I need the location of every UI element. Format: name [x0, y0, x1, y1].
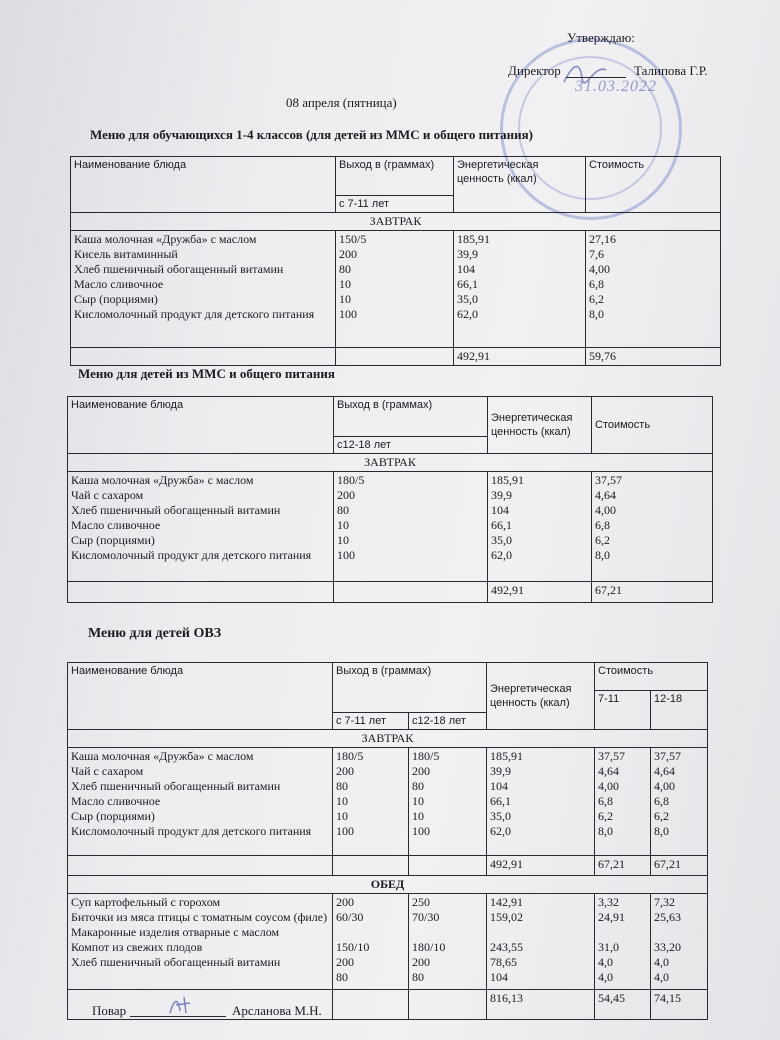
- menu3-header-yield: Выход в (граммах): [333, 663, 487, 713]
- value: 6,8: [589, 277, 604, 291]
- value: 6,8: [598, 794, 613, 808]
- menu1-header-yield: Выход в (граммах): [336, 157, 454, 196]
- menu3-lunch-total-energy: 816,13: [487, 990, 595, 1020]
- menu3-title: Меню для детей ОВЗ: [88, 626, 222, 641]
- list-item: Кисель витаминный: [74, 247, 178, 261]
- value: 100: [339, 307, 357, 321]
- value: 4,00: [654, 779, 675, 793]
- cook-name: Арсланова М.Н.: [232, 1003, 322, 1018]
- menu2-table: [67, 396, 713, 603]
- list-item: Кисломолочный продукт для детского питания: [71, 824, 312, 838]
- value: 25,63: [654, 910, 681, 924]
- menu1-header-energy: Энергетическая ценность (ккал): [454, 157, 586, 213]
- value: 185,91: [490, 749, 523, 763]
- list-item: Каша молочная «Дружба» с маслом: [71, 749, 254, 763]
- value: 66,1: [457, 277, 478, 291]
- menu1-age: с 7-11 лет: [336, 196, 454, 213]
- signature-line: [566, 77, 626, 78]
- value: [412, 925, 483, 940]
- value: 39,9: [457, 247, 478, 261]
- value: 35,0: [491, 533, 512, 547]
- menu2-age: с12-18 лет: [334, 437, 488, 454]
- menu2-title: Меню для детей из ММС и общего питания: [78, 366, 335, 381]
- menu3-lunch-items: [68, 894, 333, 990]
- menu2-yield: [334, 472, 488, 582]
- value: 80: [412, 779, 424, 793]
- value: 66,1: [491, 518, 512, 532]
- menu3-age-12-18: с12-18 лет: [409, 713, 487, 730]
- value: 10: [337, 518, 349, 532]
- menu1-total-empty: [336, 348, 454, 366]
- list-item: Хлеб пшеничный обогащенный витамин: [71, 503, 281, 517]
- value: 10: [339, 277, 351, 291]
- menu2-total-energy: 492,91: [488, 582, 592, 603]
- value: 35,0: [457, 292, 478, 306]
- list-item: Каша молочная «Дружба» с маслом: [74, 232, 257, 246]
- menu3-header-energy: Энергетическая ценность (ккал): [487, 663, 595, 730]
- value: 31,0: [598, 940, 619, 954]
- value: 10: [337, 533, 349, 547]
- value: 159,02: [490, 910, 523, 924]
- menu2-total-empty: [68, 582, 334, 603]
- menu1-yield: [336, 231, 454, 348]
- menu2-total-cost: 67,21: [592, 582, 713, 603]
- menu3-breakfast-total-cost1: 67,21: [595, 856, 651, 876]
- value: 10: [336, 794, 348, 808]
- list-item: Макаронные изделия отварные с маслом: [71, 925, 280, 939]
- menu3-lunch-cost1: [595, 894, 651, 990]
- menu3-lunch-total-cost1: 54,45: [595, 990, 651, 1020]
- menu3-lunch-total-empty: [409, 990, 487, 1020]
- list-item: Хлеб пшеничный обогащенный витамин: [71, 955, 281, 969]
- menu1-table: [70, 156, 721, 366]
- menu1-header-name: Наименование блюда: [71, 157, 336, 213]
- value: 200: [412, 764, 430, 778]
- value: [490, 925, 591, 940]
- list-item: Масло сливочное: [71, 794, 161, 808]
- cook-signature-icon: [166, 993, 196, 1017]
- menu3-section-breakfast: ЗАВТРАК: [68, 730, 708, 748]
- value: 6,8: [595, 518, 610, 532]
- menu1-total-cost: 59,76: [586, 348, 721, 366]
- value: 200: [337, 488, 355, 502]
- value: 35,0: [490, 809, 511, 823]
- menu1-section-breakfast: ЗАВТРАК: [71, 213, 721, 231]
- value: 7,32: [654, 895, 675, 909]
- value: 24,91: [598, 910, 625, 924]
- value: 37,57: [595, 473, 622, 487]
- list-item: Суп картофельный с горохом: [71, 895, 221, 909]
- menu1-total-empty: [71, 348, 336, 366]
- value: 4,64: [595, 488, 616, 502]
- value: 37,57: [654, 749, 681, 763]
- value: 104: [490, 970, 508, 984]
- value: 39,9: [490, 764, 511, 778]
- value: [336, 925, 405, 940]
- value: 27,16: [589, 232, 616, 246]
- menu3-breakfast-total-empty: [68, 856, 333, 876]
- value: 8,0: [654, 824, 669, 838]
- menu2-header-name: Наименование блюда: [68, 397, 334, 454]
- value: 250: [412, 895, 430, 909]
- menu3-breakfast-total-empty: [333, 856, 409, 876]
- menu3-breakfast-total-energy: 492,91: [487, 856, 595, 876]
- list-item: Кисломолочный продукт для детского питания: [71, 548, 312, 562]
- value: 62,0: [491, 548, 512, 562]
- menu3-cost-col-12-18: 12-18: [651, 691, 708, 730]
- value: 180/5: [412, 749, 440, 763]
- menu3-header-name: Наименование блюда: [68, 663, 333, 730]
- value: 33,20: [654, 940, 681, 954]
- value: 243,55: [490, 940, 523, 954]
- menu3-table: [67, 662, 708, 1020]
- list-item: Сыр (порциями): [71, 533, 155, 547]
- value: 4,0: [654, 955, 669, 969]
- menu3-breakfast-energy: [487, 748, 595, 856]
- menu2-cost: [592, 472, 713, 582]
- value: 80: [339, 262, 351, 276]
- value: 60/30: [336, 910, 364, 924]
- menu2-items: [68, 472, 334, 582]
- value: 8,0: [595, 548, 610, 562]
- value: 66,1: [490, 794, 511, 808]
- menu3-lunch-total-empty: [333, 990, 409, 1020]
- value: 6,2: [589, 292, 604, 306]
- value: 150/5: [339, 232, 367, 246]
- stamp-date: 31.03.2022: [575, 78, 657, 95]
- value: 180/5: [337, 473, 365, 487]
- value: 62,0: [457, 307, 478, 321]
- value: 10: [336, 809, 348, 823]
- list-item: Хлеб пшеничный обогащенный витамин: [71, 779, 281, 793]
- value: 200: [336, 955, 354, 969]
- value: 100: [336, 824, 354, 838]
- menu2-header-yield: Выход в (граммах): [334, 397, 488, 437]
- value: 37,57: [598, 749, 625, 763]
- menu3-lunch-energy: [487, 894, 595, 990]
- menu3-breakfast-yield2: [409, 748, 487, 856]
- value: 8,0: [598, 824, 613, 838]
- menu1-header-cost: Стоимость: [586, 157, 721, 213]
- menu3-breakfast-cost1: [595, 748, 651, 856]
- value: 142,91: [490, 895, 523, 909]
- value: 200: [336, 764, 354, 778]
- value: 6,2: [598, 809, 613, 823]
- value: 80: [336, 970, 348, 984]
- value: 62,0: [490, 824, 511, 838]
- menu3-cost-col-7-11: 7-11: [595, 691, 651, 730]
- menu3-age-7-11: с 7-11 лет: [333, 713, 409, 730]
- value: 4,00: [595, 503, 616, 517]
- list-item: Масло сливочное: [74, 277, 164, 291]
- value: 4,64: [654, 764, 675, 778]
- menu3-breakfast-total-empty: [409, 856, 487, 876]
- value: 200: [336, 895, 354, 909]
- value: 80: [412, 970, 424, 984]
- menu1-title: Меню для обучающихся 1-4 классов (для детей из ММС и общего питания): [90, 127, 534, 142]
- menu1-items: [71, 231, 336, 348]
- menu3-header-cost: Стоимость: [595, 663, 708, 691]
- value: 4,64: [598, 764, 619, 778]
- value: 4,0: [598, 955, 613, 969]
- list-item: Компот из свежих плодов: [71, 940, 203, 954]
- list-item: Кисломолочный продукт для детского питания: [74, 307, 315, 321]
- menu2-header-energy: Энергетическая ценность (ккал): [488, 397, 592, 454]
- menu3-lunch-yield1: [333, 894, 409, 990]
- menu1-total-energy: 492,91: [454, 348, 586, 366]
- value: 200: [339, 247, 357, 261]
- value: 70/30: [412, 910, 440, 924]
- menu3-breakfast-items: [68, 748, 333, 856]
- menu3-lunch-cost2: [651, 894, 708, 990]
- value: [654, 925, 704, 940]
- menu3-breakfast-total-cost2: 67,21: [651, 856, 708, 876]
- value: 39,9: [491, 488, 512, 502]
- value: 4,0: [654, 970, 669, 984]
- value: 10: [339, 292, 351, 306]
- value: 104: [457, 262, 475, 276]
- menu3-lunch-yield2: [409, 894, 487, 990]
- director-signature-icon: [560, 58, 610, 88]
- value: 6,8: [654, 794, 669, 808]
- value: 6,2: [654, 809, 669, 823]
- value: 104: [490, 779, 508, 793]
- cook-label: Повар: [92, 1003, 127, 1018]
- director-label: Директор: [508, 63, 561, 78]
- director-name: Талипова Г.Р.: [634, 63, 708, 78]
- menu2-header-cost: Стоимость: [592, 397, 713, 454]
- value: 185,91: [457, 232, 490, 246]
- value: 185,91: [491, 473, 524, 487]
- list-item: Чай с сахаром: [71, 488, 144, 502]
- list-item: Хлеб пшеничный обогащенный витамин: [74, 262, 284, 276]
- value: 180/5: [336, 749, 364, 763]
- menu2-energy: [488, 472, 592, 582]
- value: 6,2: [595, 533, 610, 547]
- value: 3,32: [598, 895, 619, 909]
- menu-date: 08 апреля (пятница): [286, 95, 397, 110]
- value: 4,0: [598, 970, 613, 984]
- menu1-energy: [454, 231, 586, 348]
- menu1-cost: [586, 231, 721, 348]
- approve-label: Утверждаю:: [567, 30, 635, 45]
- menu2-total-empty: [334, 582, 488, 603]
- list-item: Чай с сахаром: [71, 764, 144, 778]
- value: 80: [336, 779, 348, 793]
- value: 78,65: [490, 955, 517, 969]
- value: 7,6: [589, 247, 604, 261]
- value: 100: [412, 824, 430, 838]
- value: 200: [412, 955, 430, 969]
- value: 10: [412, 794, 424, 808]
- value: 4,00: [589, 262, 610, 276]
- value: 100: [337, 548, 355, 562]
- menu3-lunch-total-cost2: 74,15: [651, 990, 708, 1020]
- menu3-section-lunch: ОБЕД: [68, 876, 708, 894]
- value: 180/10: [412, 940, 446, 954]
- list-item: Каша молочная «Дружба» с маслом: [71, 473, 254, 487]
- menu2-section-breakfast: ЗАВТРАК: [68, 454, 713, 472]
- value: 4,00: [598, 779, 619, 793]
- list-item: Биточки из мяса птицы с томатным соусом (филе): [71, 910, 328, 924]
- list-item: Сыр (порциями): [74, 292, 158, 306]
- menu3-breakfast-yield1: [333, 748, 409, 856]
- list-item: Масло сливочное: [71, 518, 161, 532]
- value: 80: [337, 503, 349, 517]
- list-item: Сыр (порциями): [71, 809, 155, 823]
- value: [598, 925, 647, 940]
- value: 104: [491, 503, 509, 517]
- value: 10: [412, 809, 424, 823]
- value: 8,0: [589, 307, 604, 321]
- value: 150/10: [336, 940, 370, 954]
- menu3-breakfast-cost2: [651, 748, 708, 856]
